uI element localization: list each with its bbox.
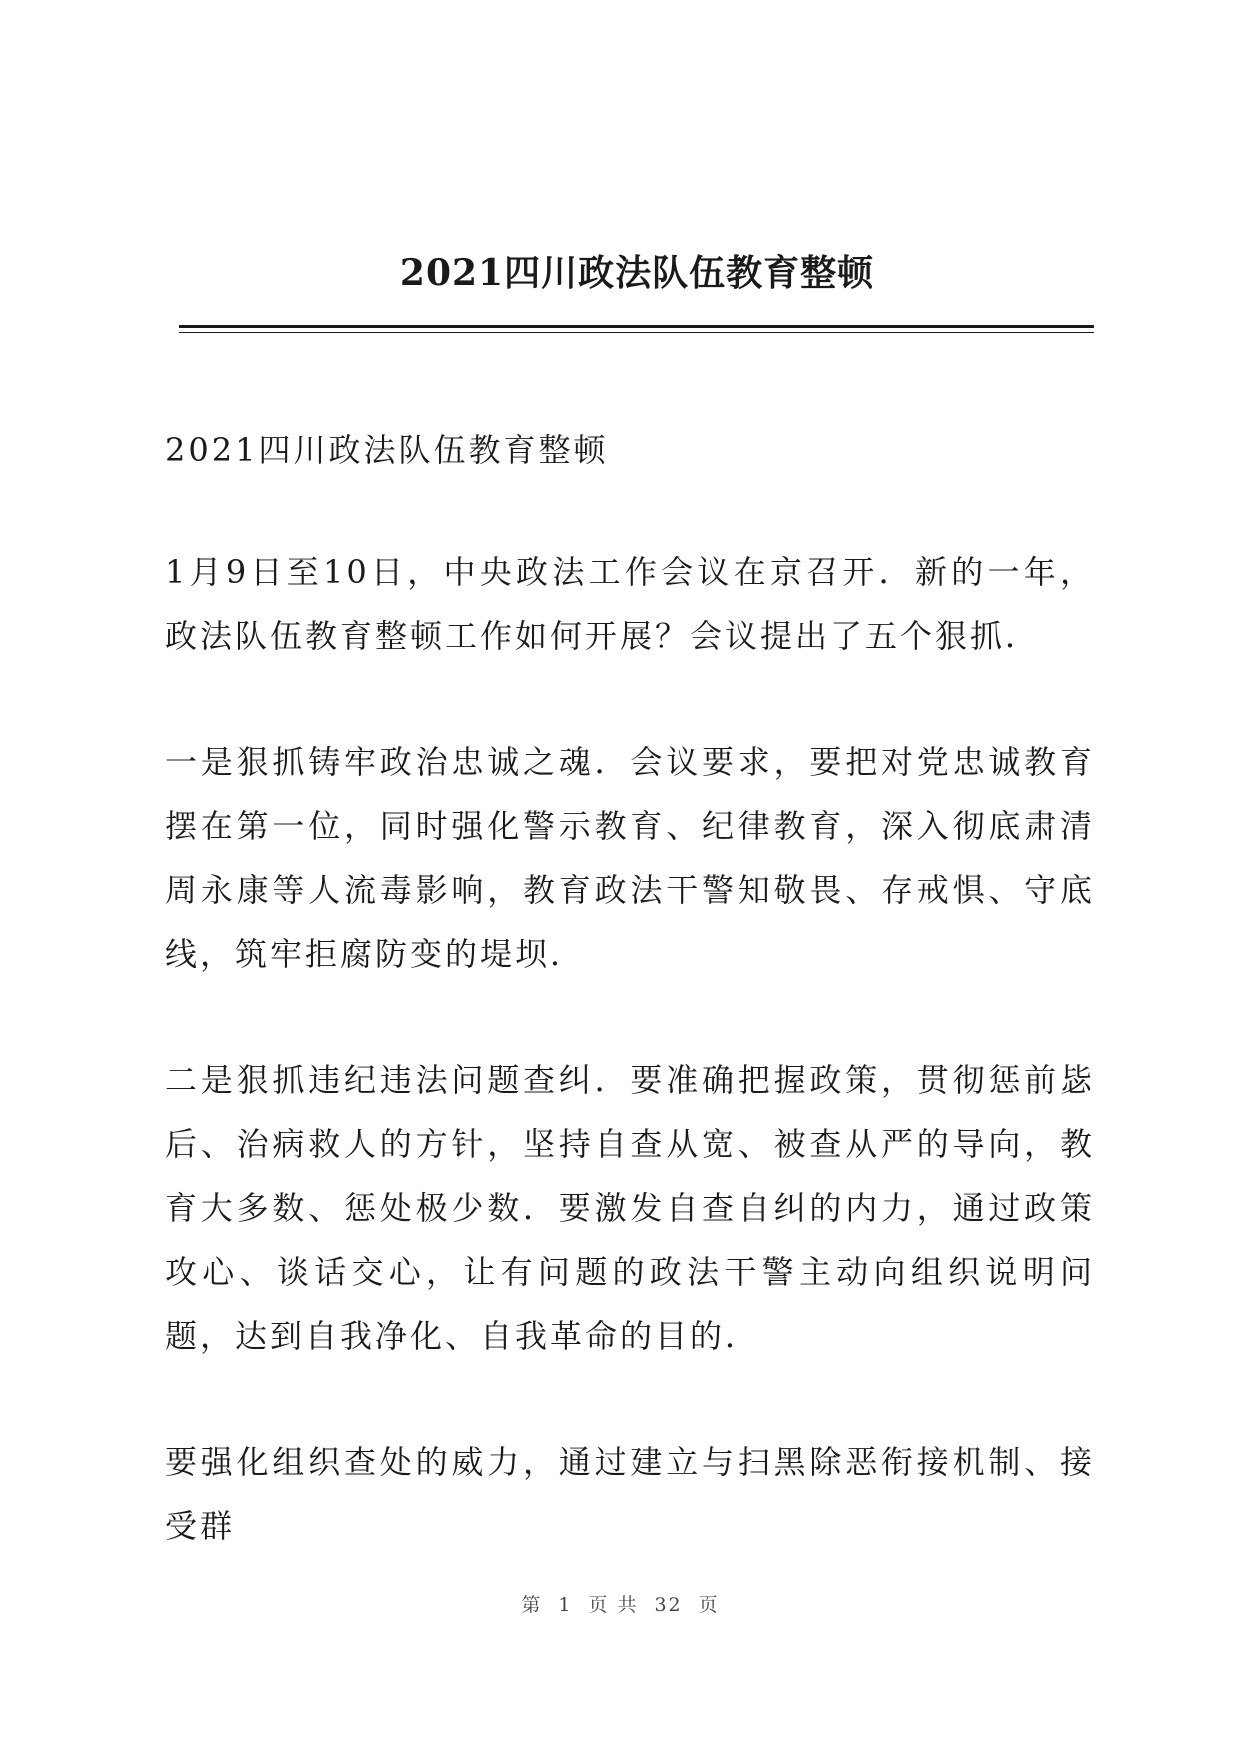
footer-label-end: 页 xyxy=(698,1594,720,1616)
footer-total-pages: 32 xyxy=(654,1594,683,1616)
document-title: 2021四川政法队伍教育整顿 xyxy=(399,252,875,294)
paragraph-continuation: 要强化组织查处的威力，通过建立与扫黑除恶衔接机制、接受群 xyxy=(165,1443,1095,1545)
title-rule-thin xyxy=(179,332,1094,333)
paragraph-point-one: 一是狠抓铸牢政治忠诚之魂．会议要求，要把对党忠诚教育摆在第一位，同时强化警示教育、纪律教育，深入彻底肃清周永康等人流毒影响，教育政法干警知敬畏、存戒惧、守底线，筑牢拒腐防变的堤坝． xyxy=(165,743,1095,973)
paragraph-intro: 1月9日至10日，中央政法工作会议在京召开．新的一年，政法队伍教育整顿工作如何开展？会议提出了五个狠抓． xyxy=(165,553,1095,655)
document-body xyxy=(165,418,1095,1620)
paragraph-point-two: 二是狠抓违纪违法问题查纠．要准确把握政策，贯彻惩前毖后、治病救人的方针，坚持自查从宽、被查从严的导向，教育大多数、惩处极少数．要激发自查自纠的内力，通过政策攻心、谈话交心，让有问题的政法干警主动向组织说明问题，达到自我净化、自我革命的目的． xyxy=(165,1061,1095,1355)
footer-label-page: 第 xyxy=(521,1594,543,1616)
paragraph-subtitle: 2021四川政法队伍教育整顿 xyxy=(165,431,609,469)
footer-current-page: 1 xyxy=(558,1594,573,1616)
title-rule-thick xyxy=(179,325,1094,328)
footer-label-of: 页 共 xyxy=(588,1594,639,1616)
page-footer xyxy=(0,1590,1241,1617)
